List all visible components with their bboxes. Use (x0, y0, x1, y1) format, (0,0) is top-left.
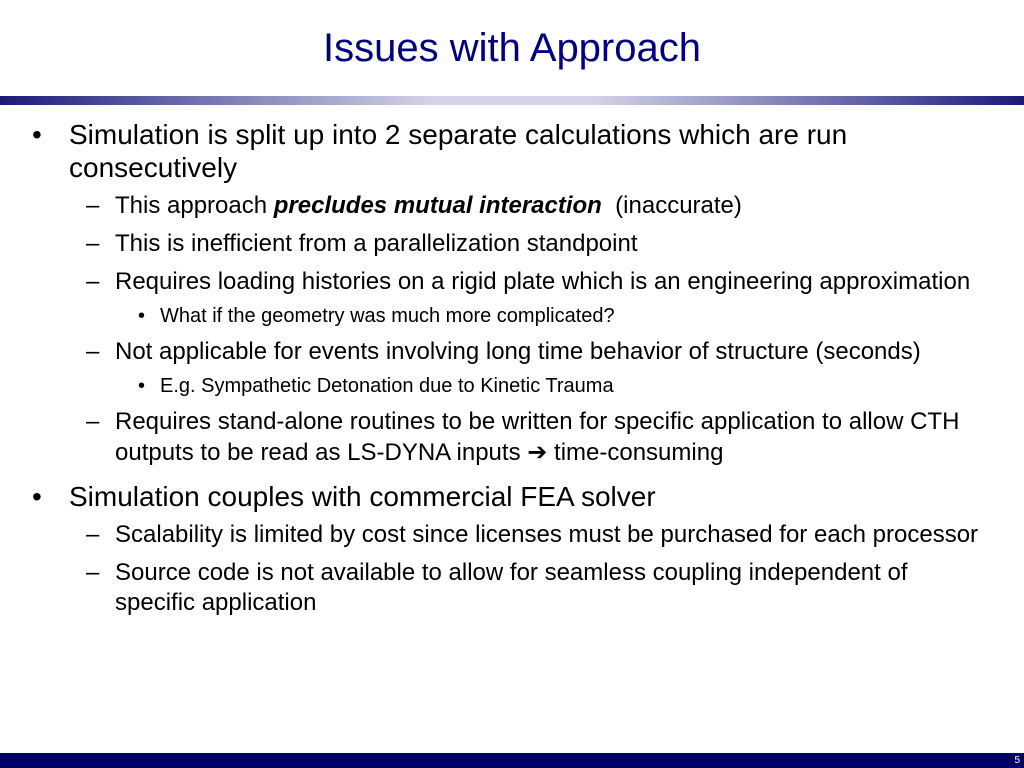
bullet-marker: • (138, 375, 146, 397)
footer-bar (0, 753, 1024, 768)
page-number: 5 (1014, 755, 1020, 766)
bullet-1-sub-4 (0, 337, 1024, 367)
bullet-1-sub-4-item-1 (0, 373, 1024, 399)
bullet-1-sub-2 (0, 229, 1024, 259)
bullet-1-sub-4-item-1-text: E.g. Sympathetic Detonation due to Kinetic Trauma (160, 375, 614, 397)
dash-marker: – (86, 230, 100, 257)
bullet-1-sub-5 (0, 407, 1024, 468)
dash-marker: – (86, 192, 100, 219)
bullet-2-text: Simulation couples with commercial FEA solver (69, 481, 656, 512)
title-divider (0, 96, 1024, 105)
bullet-2-sub-2 (0, 558, 1024, 618)
bullet-1-sub-5-pre: Requires stand-alone routines to be written for specific application to allow CTH outputs to be read as LS-DYNA inputs (115, 408, 960, 466)
bullet-1-sub-3-text: Requires loading histories on a rigid plate which is an engineering approximation (115, 268, 971, 295)
bullet-2-sub-1-text: Scalability is limited by cost since licenses must be purchased for each processor (115, 521, 979, 548)
dash-marker: – (86, 268, 100, 295)
bullet-1-sub-1-post: (inaccurate) (601, 192, 742, 219)
dash-marker: – (86, 408, 100, 435)
bullet-2 (0, 480, 1024, 513)
slide-title: Issues with Approach (323, 26, 701, 70)
bullet-2-sub-2-text: Source code is not available to allow for seamless coupling independent of specific application (115, 559, 908, 616)
dash-marker: – (86, 521, 100, 548)
bullet-2-sub-1 (0, 520, 1024, 550)
bullet-1-sub-1 (0, 191, 1024, 221)
slide-content (0, 118, 1024, 618)
bullet-1-sub-1-emphasis: precludes mutual interaction (273, 192, 602, 219)
bullet-1-sub-3 (0, 267, 1024, 297)
bullet-1-text: Simulation is split up into 2 separate calculations which are run consecutively (69, 119, 848, 183)
bullet-1 (0, 118, 1024, 184)
bullet-marker: • (138, 305, 146, 327)
arrow-right-icon: ➔ (527, 438, 548, 466)
bullet-1-sub-1-pre: This approach (115, 192, 274, 219)
dash-marker: – (86, 338, 100, 365)
bullet-marker: • (32, 119, 42, 150)
bullet-1-sub-2-text: This is inefficient from a parallelization standpoint (115, 230, 638, 257)
dash-marker: – (86, 559, 100, 586)
bullet-marker: • (32, 481, 42, 512)
bullet-1-sub-5-post: time-consuming (547, 439, 724, 466)
bullet-1-sub-3-item-1 (0, 303, 1024, 329)
bullet-1-sub-4-text: Not applicable for events involving long time behavior of structure (seconds) (115, 338, 921, 365)
bullet-1-sub-3-item-1-text: What if the geometry was much more complicated? (160, 305, 615, 327)
